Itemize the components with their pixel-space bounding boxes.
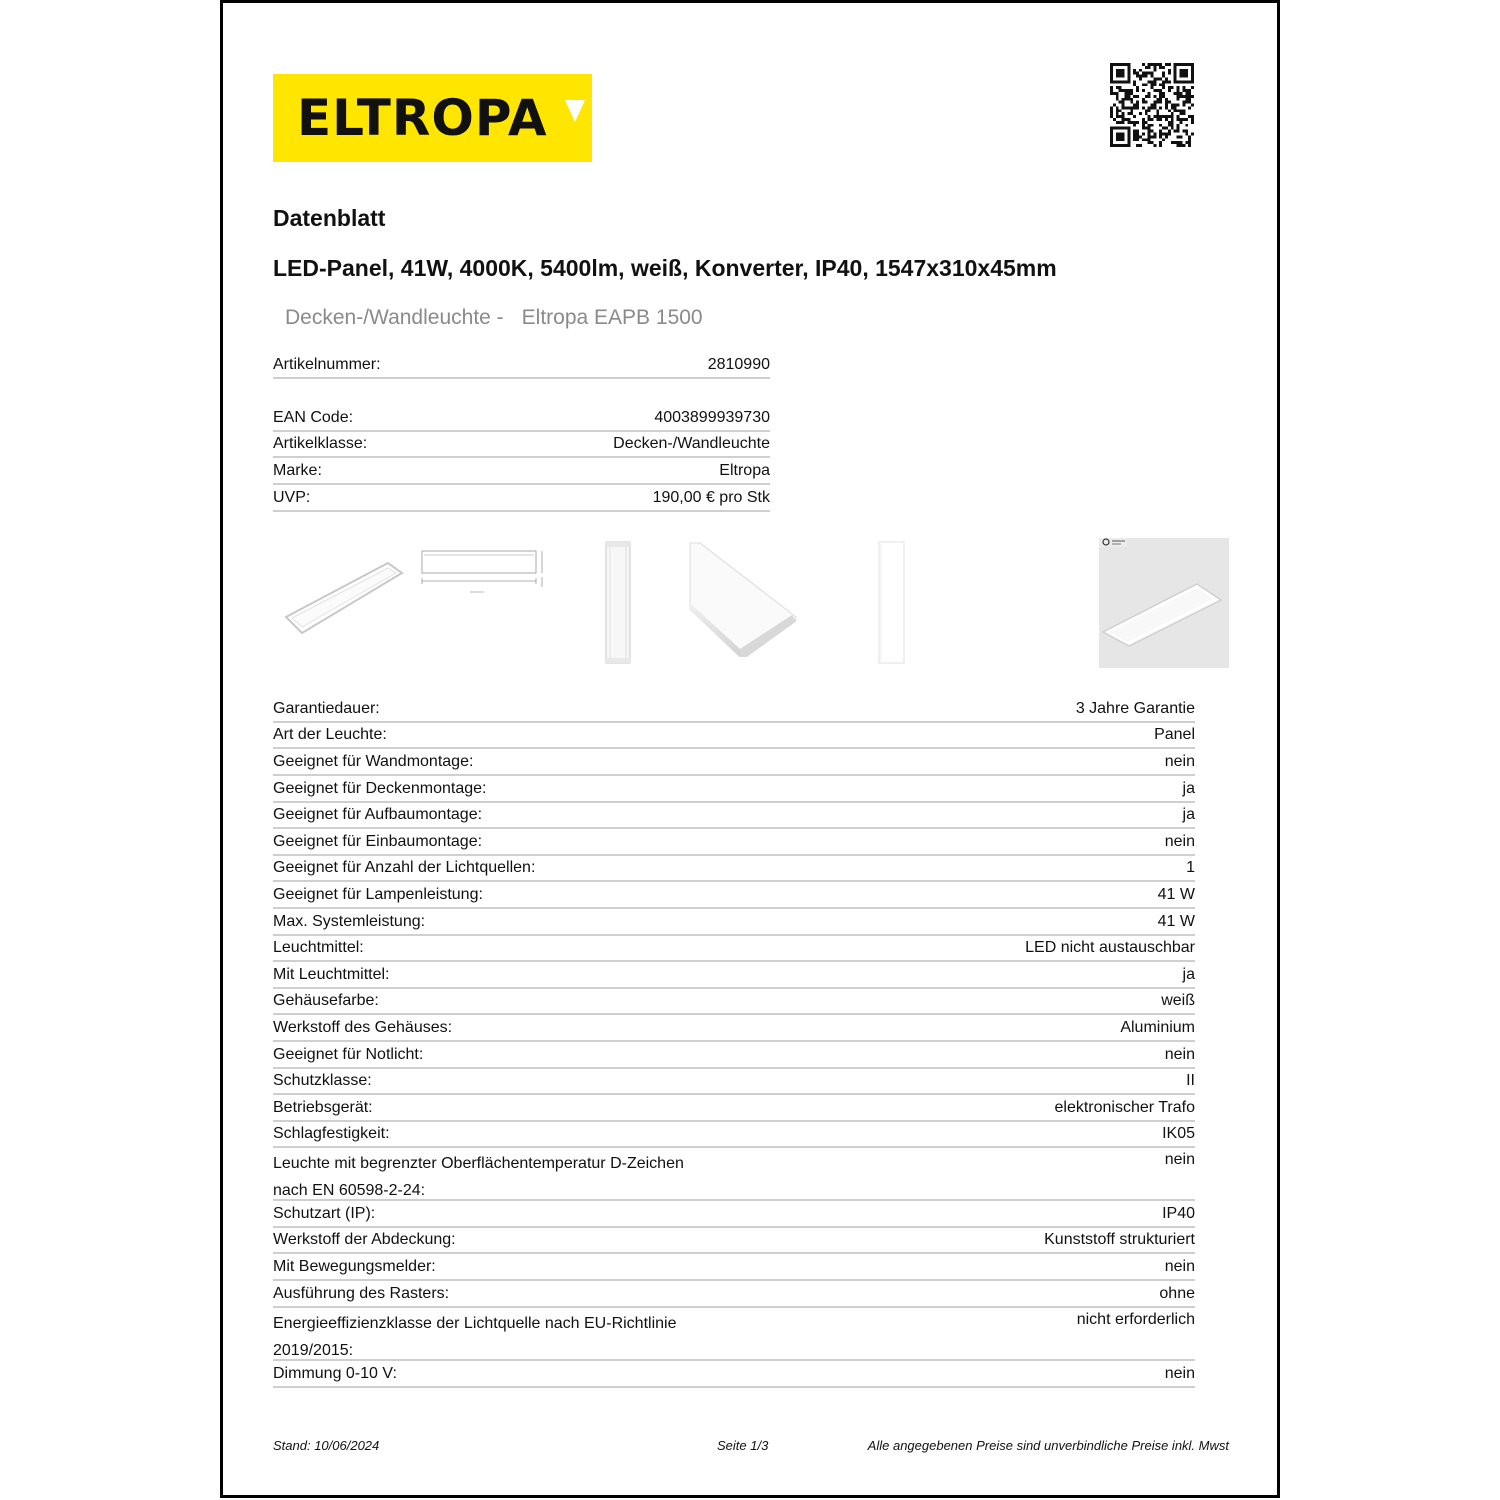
spec-label: Art der Leuchte: (273, 726, 387, 743)
info-value: Eltropa (719, 462, 770, 479)
info-row-brand (273, 458, 770, 485)
spec-label: Schutzklasse: (273, 1072, 372, 1089)
spec-value: II (1186, 1072, 1195, 1089)
spec-row (273, 1281, 1195, 1308)
spec-label: Garantiedauer: (273, 700, 380, 717)
panel-perspective-image (280, 555, 408, 640)
spec-row (273, 882, 1195, 909)
spec-label: Leuchtmittel: (273, 939, 364, 956)
logo-triangle-icon (565, 100, 585, 122)
spec-value: 3 Jahre Garantie (1075, 700, 1195, 717)
footer-date: Stand: 10/06/2024 (273, 1438, 380, 1453)
spec-value: ja (1182, 780, 1195, 797)
spec-row (273, 962, 1195, 989)
info-label: UVP: (273, 489, 311, 506)
subtitle-model: Eltropa EAPB 1500 (521, 306, 703, 329)
spec-row (273, 1308, 1195, 1361)
spec-label: Geeignet für Notlicht: (273, 1046, 424, 1063)
spec-label: Schlagfestigkeit: (273, 1125, 390, 1142)
spec-row (273, 1148, 1195, 1201)
spec-label: Werkstoff des Gehäuses: (273, 1019, 453, 1036)
spec-value: nein (1164, 1046, 1195, 1063)
spec-row (273, 936, 1195, 962)
spec-row (273, 1015, 1195, 1042)
article-number-value: 2810990 (707, 356, 770, 373)
spec-label: Mit Leuchtmittel: (273, 966, 390, 983)
info-value: 190,00 € pro Stk (652, 489, 770, 506)
spec-label: Geeignet für Aufbaumontage: (273, 806, 483, 823)
spec-row (273, 723, 1195, 749)
spec-value: nein (1164, 1258, 1195, 1275)
spec-value: weiß (1161, 992, 1195, 1009)
spec-label: Geeignet für Lampenleistung: (273, 886, 483, 903)
spec-row (273, 829, 1195, 856)
spec-row (273, 696, 1195, 723)
spec-label: Mit Bewegungsmelder: (273, 1258, 436, 1275)
spec-value: 41 W (1157, 913, 1195, 930)
spec-row (273, 776, 1195, 803)
panel-closeup-image (688, 541, 798, 657)
spec-label: Schutzart (IP): (273, 1205, 376, 1222)
spec-label: Geeignet für Einbaumontage: (273, 833, 483, 850)
spec-label: Max. Systemleistung: (273, 913, 426, 930)
spec-label: Betriebsgerät: (273, 1099, 373, 1116)
spec-row (273, 803, 1195, 829)
info-label: Marke: (273, 462, 322, 479)
spec-value: nein (1164, 833, 1195, 850)
spec-value: nein (1164, 1151, 1195, 1168)
spec-label: Gehäusefarbe: (273, 992, 379, 1009)
info-row-ean (273, 405, 770, 432)
article-number-row (273, 352, 770, 379)
spec-row (273, 1042, 1195, 1069)
spec-label: Geeignet für Wandmontage: (273, 753, 474, 770)
footer-page-number: Seite 1/3 (717, 1438, 769, 1453)
spec-label: Leuchte mit begrenzter Oberflächentemperatur D-Zeichen nach EN 60598-2-24: (273, 1155, 684, 1199)
spec-value: Kunststoff strukturiert (1044, 1231, 1195, 1248)
spec-row (273, 1122, 1195, 1148)
spec-value: IP40 (1162, 1205, 1195, 1222)
info-row-class (273, 432, 770, 458)
panel-side-view-image (603, 541, 633, 665)
logo-text: ELTROPA (297, 89, 548, 147)
product-subtitle (285, 306, 703, 330)
subtitle-category: Decken-/Wandleuchte - (285, 306, 504, 329)
spec-row (273, 1095, 1195, 1122)
panel-gray-background-image (1099, 538, 1229, 668)
spec-value: ja (1182, 806, 1195, 823)
qr-code-icon (1110, 63, 1194, 147)
spec-value: Panel (1154, 726, 1195, 743)
spec-value: IK05 (1162, 1125, 1195, 1142)
spec-value: 41 W (1157, 886, 1195, 903)
spec-value: elektronischer Trafo (1054, 1099, 1195, 1116)
product-title: LED-Panel, 41W, 4000K, 5400lm, weiß, Konverter, IP40, 1547x310x45mm (273, 255, 1057, 281)
info-value: 4003899939730 (654, 409, 770, 426)
spec-value: nein (1164, 1365, 1195, 1382)
spec-label: Energieeffizienzklasse der Lichtquelle nach EU-Richtlinie 2019/2015: (273, 1315, 677, 1359)
spec-row (273, 989, 1195, 1015)
spec-value: LED nicht austauschbar (1025, 939, 1195, 956)
spec-value: nicht erforderlich (1076, 1311, 1195, 1328)
spec-row (273, 1228, 1195, 1254)
document-heading: Datenblatt (273, 205, 386, 231)
info-label: EAN Code: (273, 409, 354, 426)
spec-row (273, 856, 1195, 882)
info-label: Artikelklasse: (273, 435, 368, 452)
info-value: Decken-/Wandleuchte (613, 435, 770, 452)
footer-price-note: Alle angegebenen Preise sind unverbindliche Preise inkl. Mwst (867, 1438, 1229, 1453)
article-number-label: Artikelnummer: (273, 356, 381, 373)
spec-label: Dimmung 0-10 V: (273, 1365, 397, 1382)
eltropa-logo (273, 74, 592, 162)
spec-row (273, 1254, 1195, 1281)
spec-row (273, 1201, 1195, 1228)
dimension-drawing-image (414, 545, 549, 597)
spec-row (273, 909, 1195, 936)
spec-value: ohne (1159, 1285, 1195, 1302)
spec-label: Geeignet für Anzahl der Lichtquellen: (273, 859, 536, 876)
spec-label: Geeignet für Deckenmontage: (273, 780, 487, 797)
spec-row (273, 749, 1195, 776)
spec-value: nein (1164, 753, 1195, 770)
spec-label: Ausführung des Rasters: (273, 1285, 450, 1302)
spec-value: ja (1182, 966, 1195, 983)
spec-value: 1 (1186, 859, 1195, 876)
spec-row (273, 1069, 1195, 1095)
info-row-price (273, 485, 770, 512)
spec-value: Aluminium (1120, 1019, 1195, 1036)
spec-label: Werkstoff der Abdeckung: (273, 1231, 456, 1248)
panel-front-view-image (878, 541, 906, 665)
spec-row (273, 1361, 1195, 1388)
